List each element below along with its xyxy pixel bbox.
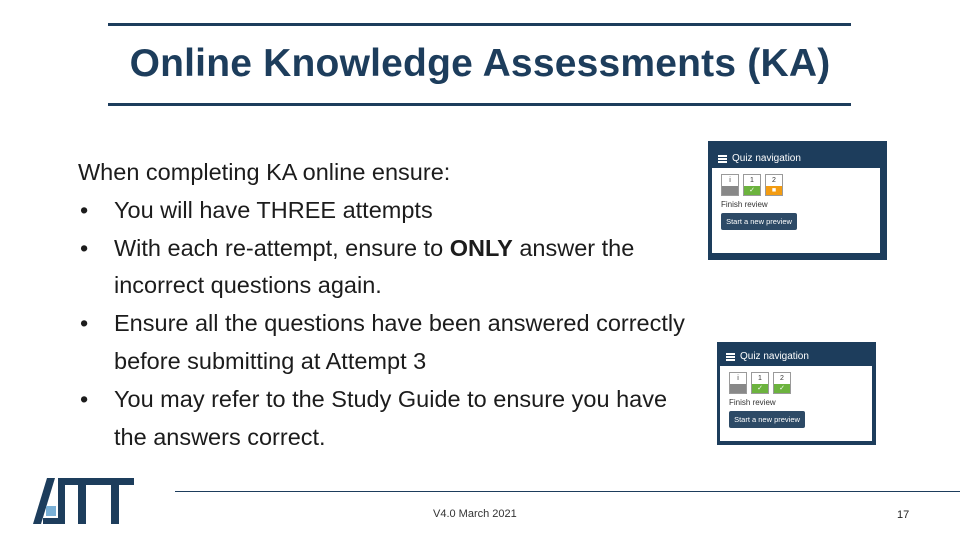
finish-review-link[interactable]: Finish review <box>721 200 768 209</box>
quiz-navigation-header <box>720 348 872 366</box>
quiz-navigation-screenshot-1 <box>708 141 887 260</box>
question-status-grey <box>730 384 746 393</box>
menu-icon <box>718 155 727 163</box>
quiz-navigation-title: Quiz navigation <box>740 351 809 362</box>
finish-review-link[interactable]: Finish review <box>729 398 776 407</box>
bullet-icon: • <box>80 310 89 337</box>
title-rule-bottom <box>108 103 851 106</box>
version-footer: V4.0 March 2021 <box>433 508 517 520</box>
bullet-text: You may refer to the Study Guide to ensure you have the answers correct. <box>114 385 668 450</box>
slide-body <box>78 154 698 456</box>
question-number: i <box>737 375 739 382</box>
check-icon: ✓ <box>774 384 790 393</box>
intro-text: When completing KA online ensure: <box>78 159 451 185</box>
question-number: 2 <box>780 375 784 382</box>
quiz-navigation-header <box>712 150 880 168</box>
bullet-icon: • <box>80 234 89 261</box>
start-new-preview-button[interactable]: Start a new preview <box>729 411 805 428</box>
bullet-item <box>78 381 698 457</box>
question-blocks <box>712 168 880 196</box>
bullet-item <box>78 192 698 230</box>
question-number: i <box>729 177 731 184</box>
bullet-icon: • <box>80 196 89 223</box>
bullet-text-pre: With each re-attempt, ensure to <box>114 234 450 261</box>
question-block-1[interactable] <box>743 174 761 196</box>
question-status-grey <box>722 186 738 195</box>
flag-icon: ■ <box>766 186 782 195</box>
question-number: 2 <box>772 177 776 184</box>
question-number: 1 <box>758 375 762 382</box>
bullet-text: Ensure all the questions have been answered correctly before submitting at Attempt 3 <box>114 310 685 374</box>
quiz-navigation-title: Quiz navigation <box>732 153 801 164</box>
bullet-item <box>78 230 698 306</box>
check-icon: ✓ <box>744 186 760 195</box>
question-block-2[interactable] <box>765 174 783 196</box>
check-icon: ✓ <box>752 384 768 393</box>
bullet-text-emphasis: ONLY <box>449 234 513 261</box>
bullet-list <box>78 192 698 457</box>
bullet-text-post: answer the incorrect questions again. <box>114 234 635 299</box>
slide-title: Online Knowledge Assessments (KA) <box>129 42 831 85</box>
start-new-preview-button[interactable]: Start a new preview <box>721 213 797 230</box>
question-block-1[interactable] <box>751 372 769 394</box>
question-block-2[interactable] <box>773 372 791 394</box>
itt-logo <box>33 474 137 528</box>
question-blocks <box>720 366 872 394</box>
menu-icon <box>726 353 735 361</box>
question-number: 1 <box>750 177 754 184</box>
bullet-item <box>78 305 698 381</box>
footer-rule <box>175 491 960 492</box>
page-number: 17 <box>897 509 910 521</box>
bullet-icon: • <box>80 385 89 412</box>
question-block-info[interactable] <box>729 372 747 394</box>
title-rule-top <box>108 23 851 26</box>
bullet-text: You will have THREE attempts <box>114 196 433 223</box>
question-block-info[interactable] <box>721 174 739 196</box>
quiz-navigation-screenshot-2 <box>717 342 876 445</box>
